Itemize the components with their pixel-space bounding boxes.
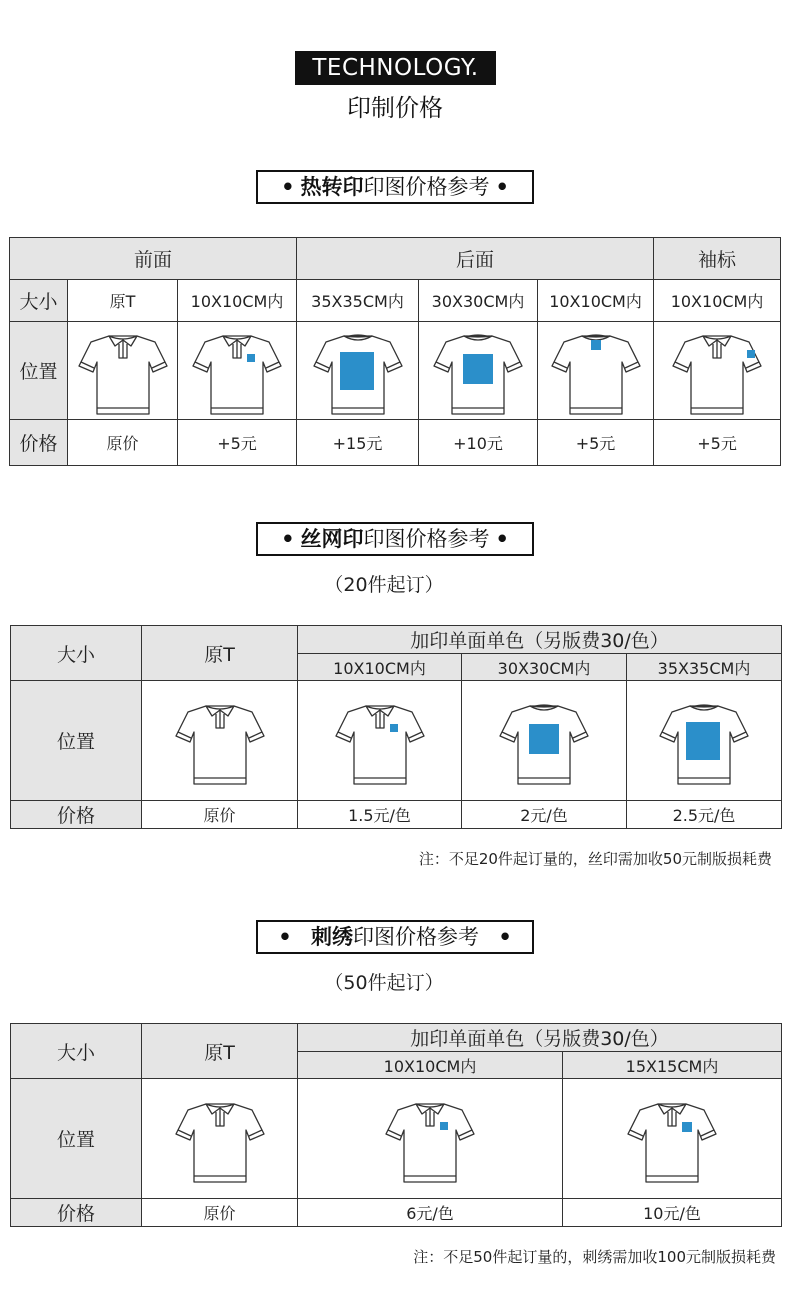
price-cell: +5元 <box>538 420 654 466</box>
price-cell: 6元/色 <box>298 1199 563 1227</box>
polo-shirt-front-icon <box>170 694 270 788</box>
price-cell: 原价 <box>142 1199 298 1227</box>
price-cell: +5元 <box>654 420 781 466</box>
row-label-position: 位置 <box>10 322 68 420</box>
position-cell <box>298 681 462 801</box>
price-cell: 10元/色 <box>563 1199 782 1227</box>
polo-shirt-back-icon <box>494 694 594 788</box>
polo-shirt-back-icon <box>428 324 528 418</box>
size-cell: 10X10CM内 <box>654 280 781 322</box>
print-area-mark <box>340 352 374 390</box>
price-cell: 原价 <box>68 420 178 466</box>
position-cell <box>298 1079 563 1199</box>
row-label-position: 位置 <box>11 681 142 801</box>
size-cell: 10X10CM内 <box>538 280 654 322</box>
price-cell: 2.5元/色 <box>627 801 782 829</box>
technology-banner: TECHNOLOGY. <box>295 51 496 85</box>
row-label-size: 大小 <box>11 626 142 681</box>
size-cell: 10X10CM内 <box>298 654 462 681</box>
row-label-price: 价格 <box>11 1199 142 1227</box>
price-cell: +15元 <box>297 420 419 466</box>
position-cell <box>142 681 298 801</box>
group-single-color: 加印单面单色（另版费30/色） <box>298 1024 782 1052</box>
screen-moq: （20件起订） <box>324 574 444 596</box>
polo-shirt-front-icon <box>73 324 173 418</box>
position-cell <box>142 1079 298 1199</box>
print-area-mark <box>686 722 720 760</box>
row-label-price: 价格 <box>11 801 142 829</box>
polo-shirt-front-icon <box>380 1092 480 1186</box>
heat-transfer-title: • 热转印印图价格参考 • <box>256 170 534 204</box>
position-cell <box>563 1079 782 1199</box>
print-area-mark <box>440 1122 448 1130</box>
size-cell: 35X35CM内 <box>297 280 419 322</box>
polo-shirt-front-icon <box>170 1092 270 1186</box>
group-sleeve: 袖标 <box>654 238 781 280</box>
embroidery-table <box>10 1023 782 1227</box>
screen-note: 注：不足20件起订量的，丝印需加收50元制版损耗费 <box>418 850 772 868</box>
size-cell: 原T <box>68 280 178 322</box>
polo-shirt-back-icon <box>654 694 754 788</box>
size-cell: 30X30CM内 <box>462 654 627 681</box>
position-cell <box>627 681 782 801</box>
print-area-mark <box>529 724 559 754</box>
position-cell <box>68 322 178 420</box>
price-cell: +5元 <box>178 420 297 466</box>
polo-shirt-front-icon <box>187 324 287 418</box>
print-area-mark <box>247 354 255 362</box>
embroidery-note: 注：不足50件起订量的，刺绣需加收100元制版损耗费 <box>413 1248 776 1266</box>
embroidery-moq: （50件起订） <box>324 972 444 994</box>
size-cell: 10X10CM内 <box>298 1052 563 1079</box>
polo-shirt-back-icon <box>546 324 646 418</box>
position-cell <box>178 322 297 420</box>
heat-transfer-table <box>9 237 781 466</box>
row-label-size: 大小 <box>10 280 68 322</box>
position-cell <box>419 322 538 420</box>
polo-shirt-back-icon <box>308 324 408 418</box>
print-area-mark <box>682 1122 692 1132</box>
print-area-mark <box>747 350 755 358</box>
size-cell: 30X30CM内 <box>419 280 538 322</box>
group-single-color: 加印单面单色（另版费30/色） <box>298 626 782 654</box>
position-cell <box>297 322 419 420</box>
screen-print-table <box>10 625 782 829</box>
row-label-position: 位置 <box>11 1079 142 1199</box>
price-cell: 原价 <box>142 801 298 829</box>
position-cell <box>462 681 627 801</box>
print-area-mark <box>591 340 601 350</box>
print-area-mark <box>463 354 493 384</box>
size-cell: 35X35CM内 <box>627 654 782 681</box>
base-tee-label: 原T <box>142 626 298 681</box>
page-title: 印制价格 <box>347 94 443 122</box>
screen-print-title: • 丝网印印图价格参考 • <box>256 522 534 556</box>
group-back: 后面 <box>297 238 654 280</box>
group-front: 前面 <box>10 238 297 280</box>
base-tee-label: 原T <box>142 1024 298 1079</box>
embroidery-title: • 刺绣印图价格参考 • <box>256 920 534 954</box>
price-cell: 1.5元/色 <box>298 801 462 829</box>
polo-shirt-front-icon <box>330 694 430 788</box>
row-label-size: 大小 <box>11 1024 142 1079</box>
position-cell <box>538 322 654 420</box>
row-label-price: 价格 <box>10 420 68 466</box>
size-cell: 15X15CM内 <box>563 1052 782 1079</box>
price-cell: 2元/色 <box>462 801 627 829</box>
polo-shirt-front-icon <box>667 324 767 418</box>
position-cell <box>654 322 781 420</box>
print-area-mark <box>390 724 398 732</box>
size-cell: 10X10CM内 <box>178 280 297 322</box>
price-cell: +10元 <box>419 420 538 466</box>
polo-shirt-front-icon <box>622 1092 722 1186</box>
